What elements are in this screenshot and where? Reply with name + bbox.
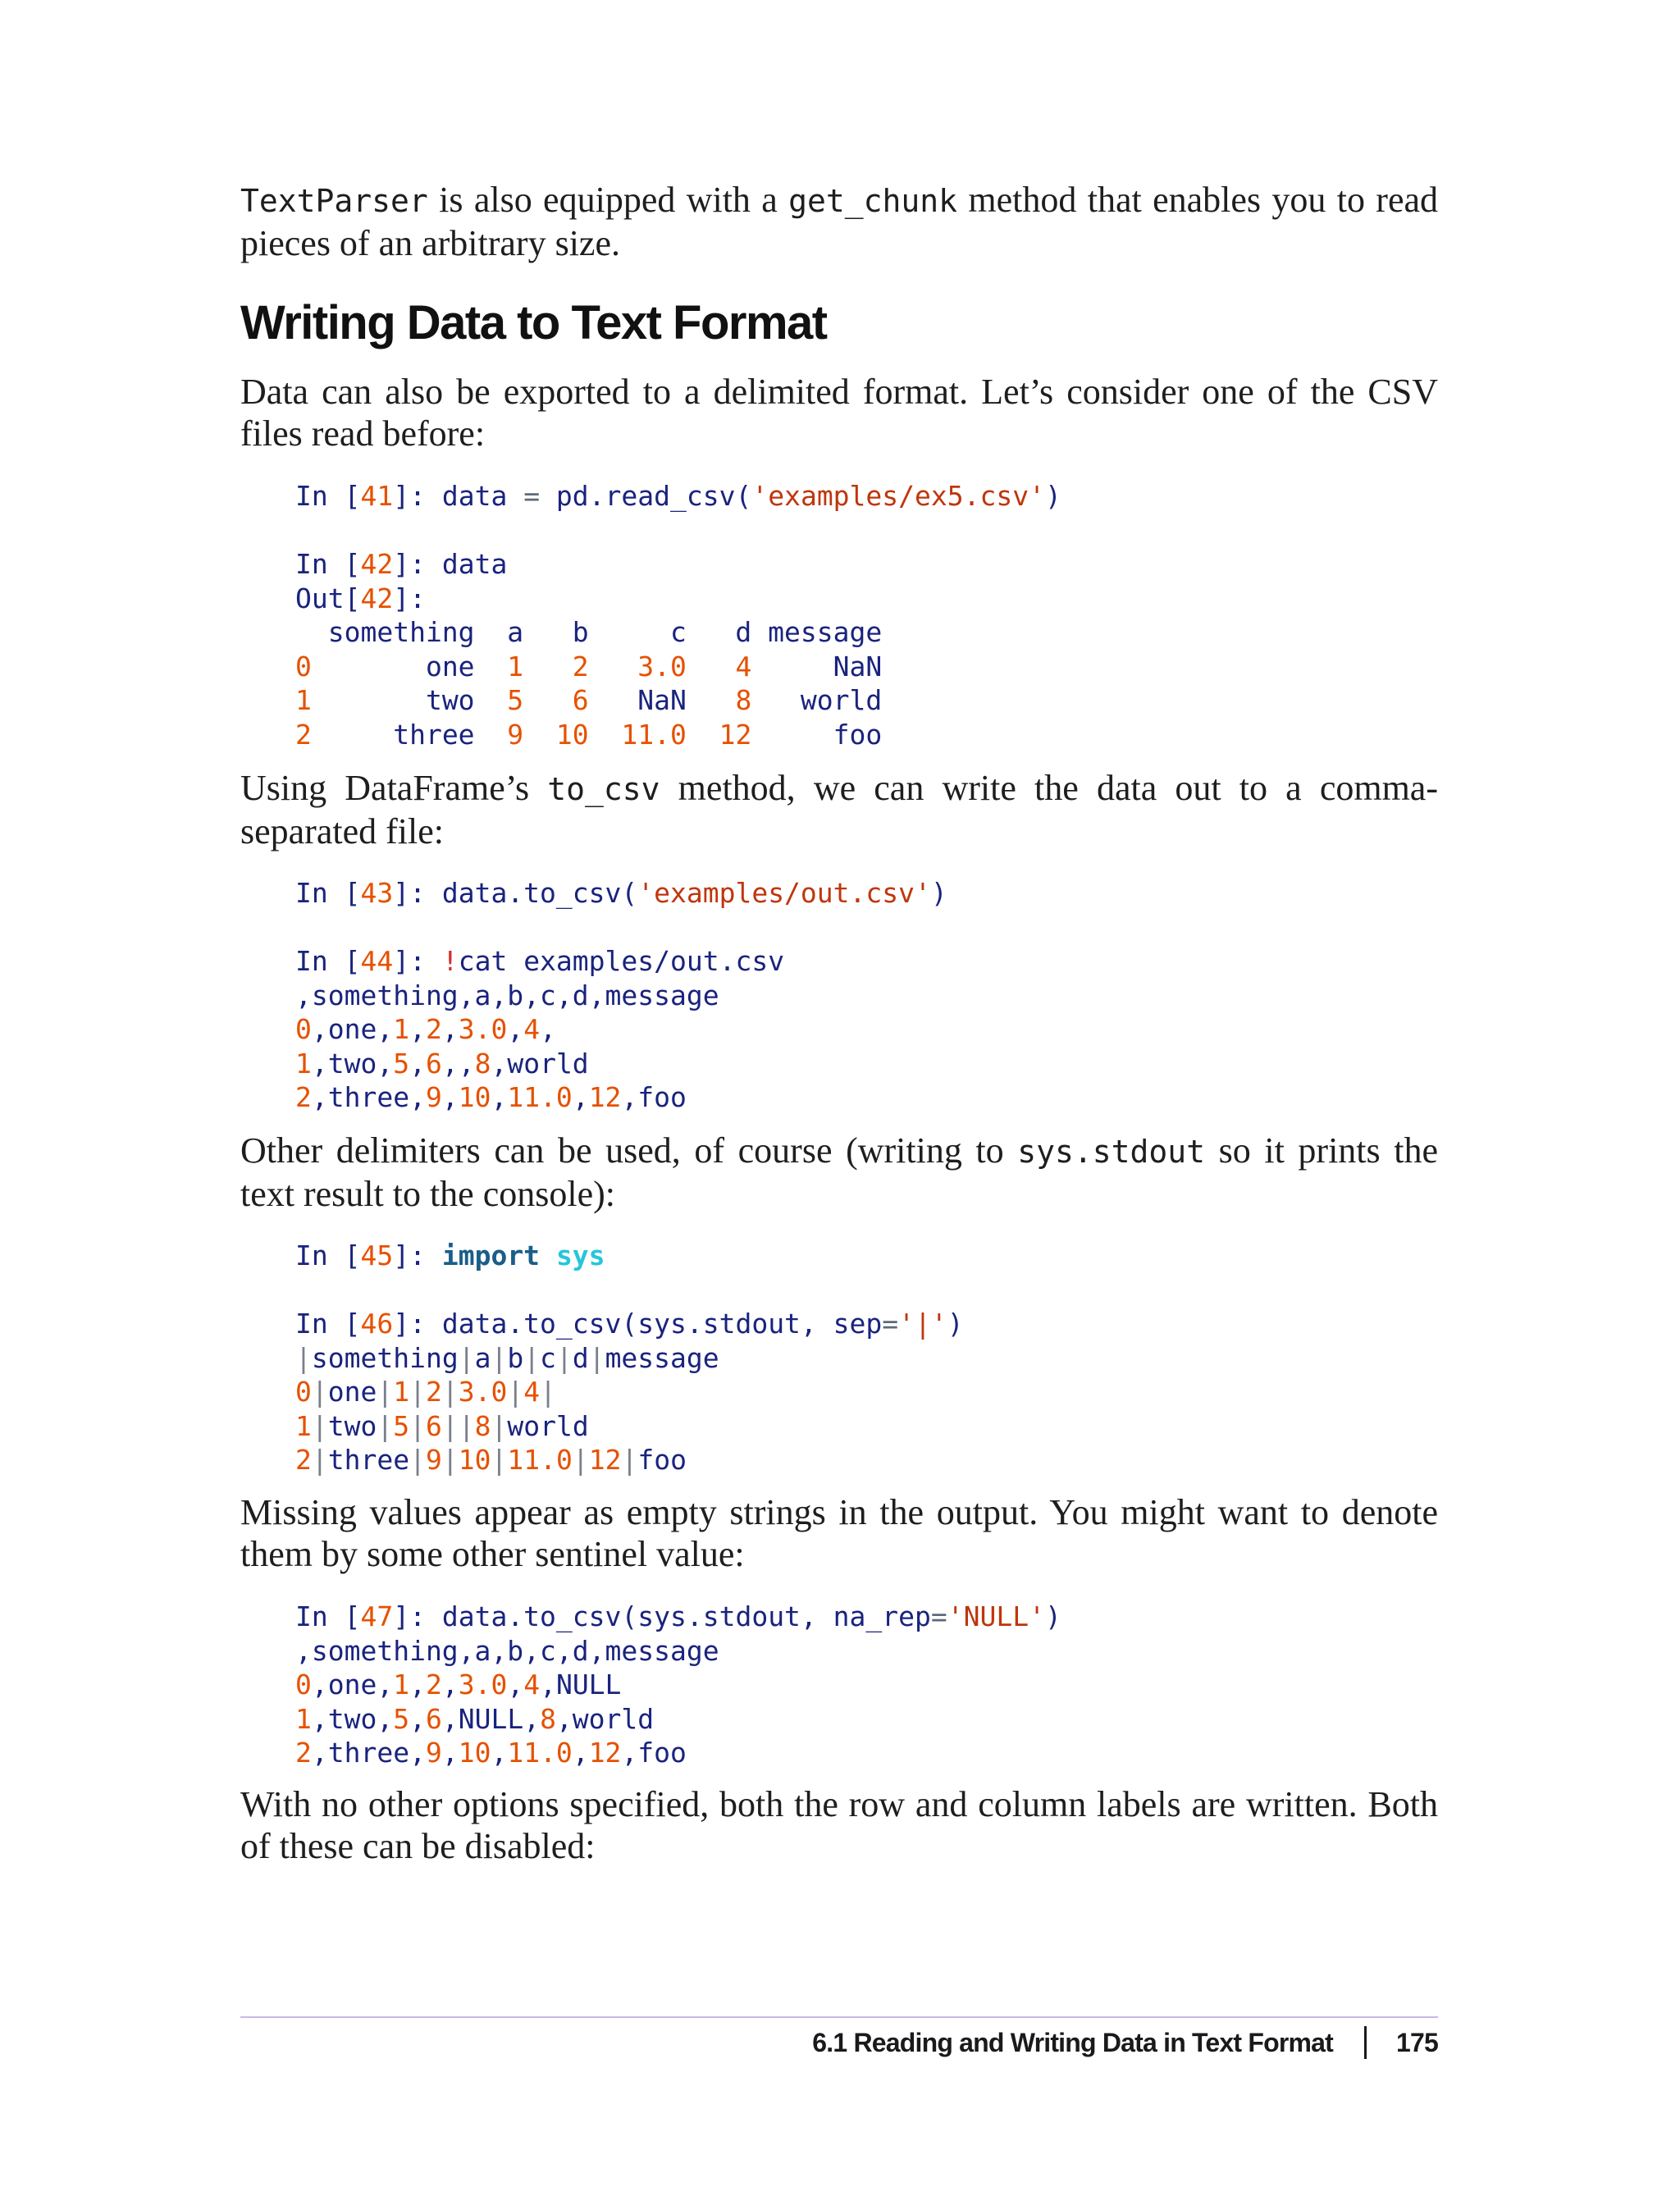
page-footer <box>812 2026 1438 2059</box>
csv-line-header: ,something,a,b,c,d,message <box>295 979 719 1011</box>
intro-paragraph <box>240 179 1438 264</box>
null-line-row2: 2,three,9,10,11.0,12,foo <box>295 1737 687 1769</box>
sys-stdout-code: sys.stdout <box>1017 1134 1206 1170</box>
code-block-read-csv <box>295 479 1493 751</box>
get-chunk-code: get_chunk <box>788 183 958 219</box>
code-line-in42: In [42]: data <box>295 548 508 580</box>
footer-rule <box>240 2016 1438 2018</box>
code-block-out-csv <box>295 876 1493 1115</box>
intro-text-2: method that enables you to read pieces of an arbitrary size. <box>240 180 1438 263</box>
code-line-in46: In [46]: data.to_csv(sys.stdout, sep='|') <box>295 1308 964 1340</box>
page-number: 175 <box>1396 2027 1438 2057</box>
paragraph-labels: With no other options specified, both the row and column labels are written. Both of these can be disabled: <box>240 1784 1438 1866</box>
paragraph-delimiters <box>240 1130 1438 1215</box>
footer-divider <box>1364 2026 1367 2059</box>
book-page <box>240 0 1438 2205</box>
null-line-header: ,something,a,b,c,d,message <box>295 1634 719 1667</box>
pipe-line-row1: 1|two|5|6||8|world <box>295 1409 589 1442</box>
code-line-in47: In [47]: data.to_csv(sys.stdout, na_rep='NULL') <box>295 1600 1061 1632</box>
para2-text-2: method, we can write the data out to a comma-separated file: <box>240 768 1438 851</box>
to-csv-code: to_csv <box>547 771 660 807</box>
para3-text-2: so it prints the text result to the console): <box>240 1130 1439 1214</box>
code-line-in45: In [45]: import sys <box>295 1239 605 1271</box>
code-line-in43: In [43]: data.to_csv('examples/out.csv') <box>295 877 947 909</box>
csv-line-row2: 2,three,9,10,11.0,12,foo <box>295 1081 687 1113</box>
csv-line-row1: 1,two,5,6,,8,world <box>295 1047 589 1080</box>
section-heading: Writing Data to Text Format <box>240 296 827 349</box>
null-line-row1: 1,two,5,6,NULL,8,world <box>295 1702 655 1735</box>
para2-text-1: Using DataFrame’s <box>240 768 548 808</box>
para3-text-1: Other delimiters can be used, of course (writing to <box>240 1130 1018 1171</box>
dataframe-header: something a b c d message <box>295 616 883 648</box>
csv-line-row0: 0,one,1,2,3.0,4, <box>295 1013 556 1045</box>
code-line-out42: Out[42]: <box>295 582 426 614</box>
code-block-pipe-sep <box>295 1239 1493 1477</box>
code-block-na-rep <box>295 1600 1493 1770</box>
dataframe-row-2: 2 three 9 10 11.0 12 foo <box>295 718 883 751</box>
null-line-row0: 0,one,1,2,3.0,4,NULL <box>295 1669 622 1701</box>
dataframe-row-0: 0 one 1 2 3.0 4 NaN <box>295 650 883 682</box>
intro-text-1: is also equipped with a <box>427 180 789 220</box>
pipe-line-row0: 0|one|1|2|3.0|4| <box>295 1376 556 1408</box>
code-line-in44: In [44]: !cat examples/out.csv <box>295 945 785 977</box>
pipe-line-header: |something|a|b|c|d|message <box>295 1341 719 1374</box>
textparser-code: TextParser <box>240 183 428 219</box>
footer-section-title: 6.1 Reading and Writing Data in Text Format <box>812 2027 1333 2057</box>
paragraph-missing-values: Missing values appear as empty strings in the output. You might want to denote them by some other sentinel value: <box>240 1492 1438 1574</box>
dataframe-row-1: 1 two 5 6 NaN 8 world <box>295 684 883 716</box>
paragraph-export-intro: Data can also be exported to a delimited format. Let’s consider one of the CSV files read before: <box>240 372 1438 454</box>
pipe-line-row2: 2|three|9|10|11.0|12|foo <box>295 1444 687 1476</box>
code-line-in41: In [41]: data = pd.read_csv('examples/ex5.csv') <box>295 480 1061 512</box>
paragraph-to-csv <box>240 767 1438 852</box>
